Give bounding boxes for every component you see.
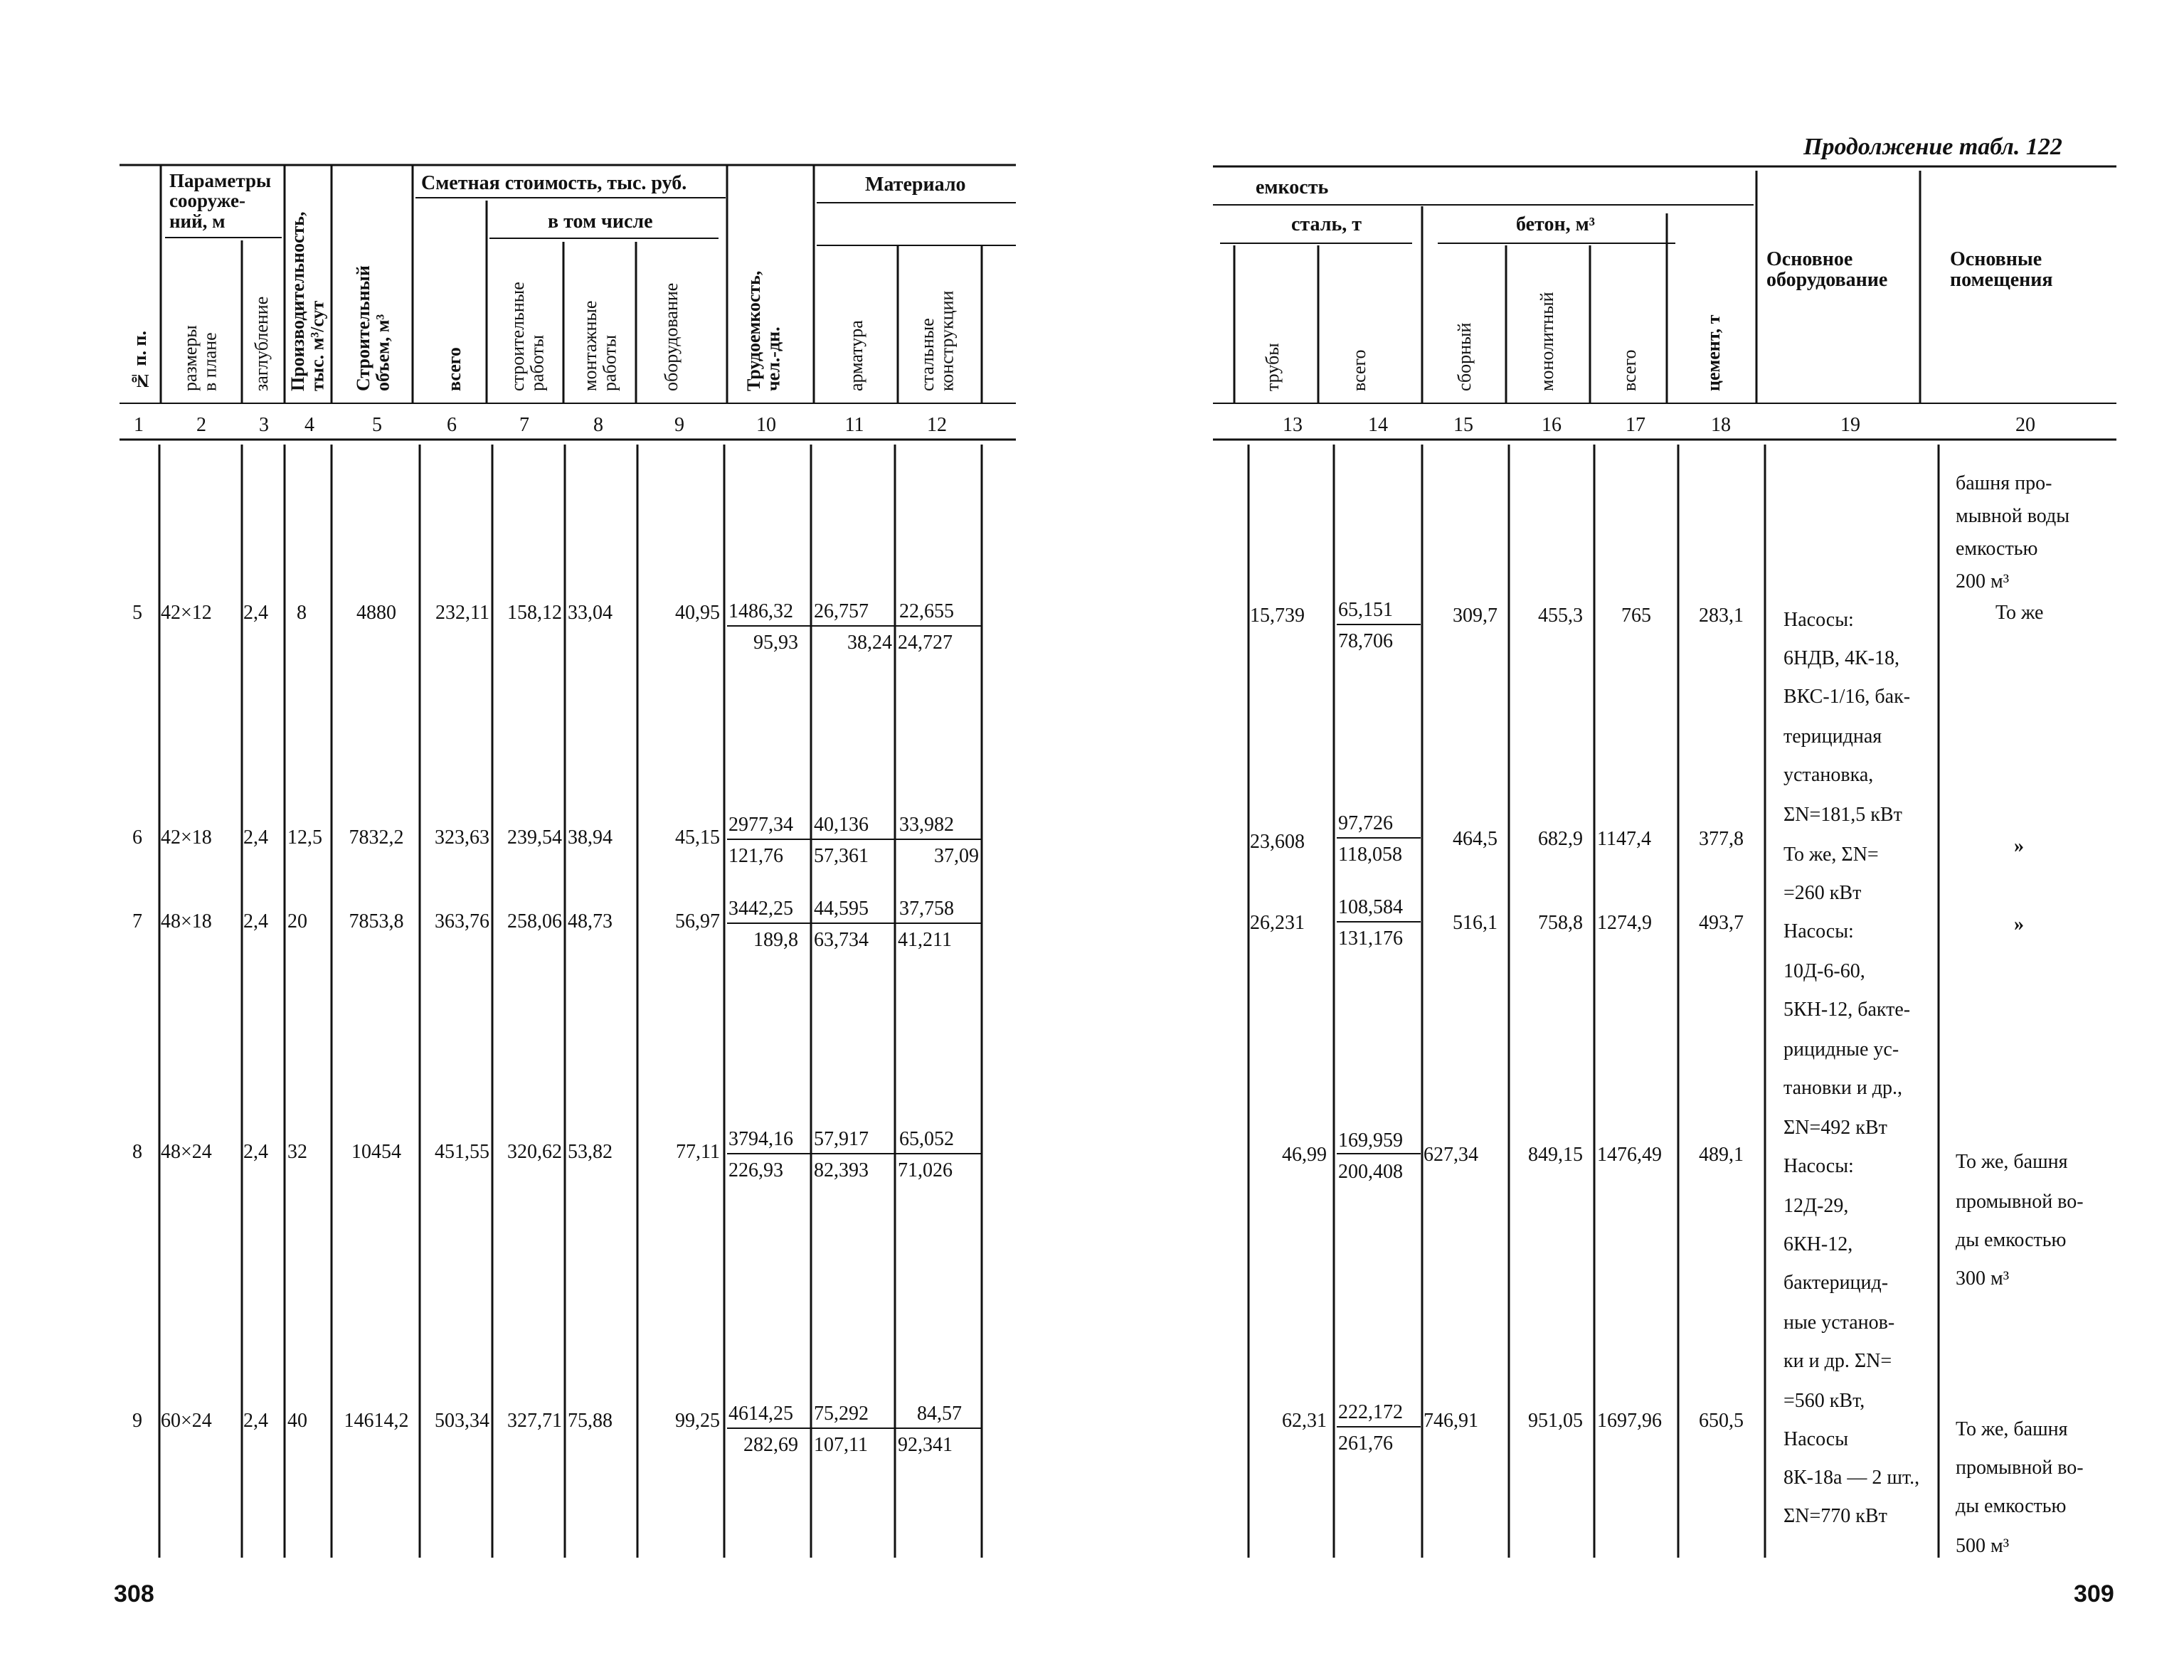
equipment-line: Насосы <box>1783 1428 1849 1450</box>
row-equipment: 45,15 <box>675 826 720 849</box>
header-main-equipment: Основное оборудование <box>1766 248 1888 292</box>
row-rebar-bottom: 57,361 <box>814 845 869 867</box>
row-equipment: 40,95 <box>675 602 720 624</box>
row-steel-bottom: 131,176 <box>1338 927 1403 950</box>
rooms-line: То же, башня <box>1956 1151 2068 1173</box>
equipment-line: тановки и др., <box>1783 1077 1903 1099</box>
header-steel-structures: стальные конструкции <box>917 290 958 391</box>
row-cement: 489,1 <box>1699 1144 1744 1166</box>
row-monolithic: 455,3 <box>1538 605 1583 627</box>
row-cement: 283,1 <box>1699 605 1744 627</box>
rooms-line: » <box>2014 835 2024 857</box>
row-construction: 239,54 <box>507 826 562 849</box>
row-capacity: 8 <box>297 602 307 624</box>
equipment-line: Насосы: <box>1783 1155 1854 1177</box>
row-steel-top: 65,052 <box>899 1128 954 1150</box>
header-cement: цемент, т <box>1703 314 1724 391</box>
row-capacity: 12,5 <box>287 826 322 849</box>
equipment-line: бактерицид- <box>1783 1272 1889 1294</box>
row-labor-bottom: 121,76 <box>728 845 783 867</box>
col-number: 8 <box>593 414 603 436</box>
col-number: 9 <box>674 414 684 436</box>
row-prefab: 746,91 <box>1424 1410 1478 1432</box>
row-steel-bottom: 92,341 <box>898 1434 953 1456</box>
row-equipment: 56,97 <box>675 910 720 932</box>
header-total: всего <box>444 347 465 391</box>
row-monolithic: 758,8 <box>1538 912 1583 934</box>
row-mounting: 75,88 <box>568 1410 613 1432</box>
equipment-line: =560 кВт, <box>1783 1390 1865 1412</box>
header-steel-total: всего <box>1349 349 1369 391</box>
header-plan-size: размеры в плане <box>180 325 221 391</box>
row-labor-top: 4614,25 <box>728 1403 793 1425</box>
equipment-line: 6НДВ, 4К-18, <box>1783 647 1899 669</box>
row-pipes: 23,608 <box>1250 831 1305 853</box>
col-number: 4 <box>304 414 314 436</box>
rooms-line: промывной во- <box>1956 1457 2084 1479</box>
header-labor: Трудоемкость, чел.-дн. <box>743 270 784 391</box>
row-rebar-top: 75,292 <box>814 1403 869 1425</box>
row-plan: 42×12 <box>161 602 212 624</box>
equipment-line: 5КН-12, бакте- <box>1783 999 1911 1021</box>
equipment-line: ΣN=770 кВт <box>1783 1505 1887 1527</box>
row-monolithic: 849,15 <box>1528 1144 1583 1166</box>
row-cement: 493,7 <box>1699 912 1744 934</box>
row-plan: 48×24 <box>161 1141 212 1163</box>
col-number: 10 <box>756 414 776 436</box>
row-steel-top: 108,584 <box>1338 896 1403 918</box>
row-steel-bottom: 261,76 <box>1338 1432 1393 1455</box>
header-steel-group: сталь, т <box>1291 213 1362 235</box>
row-plan: 42×18 <box>161 826 212 849</box>
col-number: 3 <box>259 414 269 436</box>
equipment-line: рицидные ус- <box>1783 1038 1899 1060</box>
equipment-line: ΣN=492 кВт <box>1783 1117 1887 1139</box>
header-equipment: оборудование <box>661 282 682 391</box>
header-construction: строительные работы <box>507 282 548 391</box>
row-depth: 2,4 <box>243 602 268 624</box>
rooms-line: То же, башня <box>1956 1418 2068 1440</box>
row-monolithic: 682,9 <box>1538 828 1583 850</box>
row-total: 232,11 <box>435 602 489 624</box>
row-steel-top: 22,655 <box>899 600 954 622</box>
header-capacity: Производительность, тыс. м³/сут <box>287 211 328 391</box>
row-pipes: 15,739 <box>1250 605 1305 627</box>
row-depth: 2,4 <box>243 910 268 932</box>
row-pipes: 62,31 <box>1282 1410 1327 1432</box>
rooms-line: 500 м³ <box>1956 1535 2010 1557</box>
row-equipment: 77,11 <box>676 1141 720 1163</box>
col-number: 2 <box>196 414 206 436</box>
equipment-line: Насосы: <box>1783 920 1854 942</box>
row-labor-top: 1486,32 <box>728 600 793 622</box>
row-cement: 650,5 <box>1699 1410 1744 1432</box>
row-num: 6 <box>132 826 142 849</box>
row-depth: 2,4 <box>243 1410 268 1432</box>
header-prefab: сборный <box>1454 322 1475 391</box>
row-plan: 60×24 <box>161 1410 212 1432</box>
row-concrete-total: 1476,49 <box>1597 1144 1662 1166</box>
row-capacity: 40 <box>287 1410 307 1432</box>
row-concrete-total: 1274,9 <box>1597 912 1652 934</box>
row-prefab: 516,1 <box>1453 912 1497 934</box>
row-total: 323,63 <box>435 826 489 849</box>
right-page <box>1092 0 2184 1680</box>
row-rebar-top: 57,917 <box>814 1128 869 1150</box>
continuation-title: Продолжение табл. 122 <box>1803 134 2062 160</box>
header-rebar: арматура <box>846 320 866 391</box>
header-mounting: монтажные работы <box>580 300 620 391</box>
header-depth: заглубление <box>251 296 272 391</box>
header-cost-group: Сметная стоимость, тыс. руб. <box>421 172 687 194</box>
header-including: в том числе <box>548 211 653 233</box>
row-steel-bottom: 118,058 <box>1338 844 1402 866</box>
col-number: 15 <box>1453 414 1473 436</box>
row-volume: 7832,2 <box>349 826 404 849</box>
rooms-line: емкостью <box>1956 538 2038 560</box>
row-construction: 320,62 <box>507 1141 562 1163</box>
col-number: 6 <box>447 414 457 436</box>
equipment-line: ки и др. ΣN= <box>1783 1350 1892 1372</box>
equipment-line: терицидная <box>1783 725 1882 748</box>
row-rebar-bottom: 38,24 <box>847 632 892 654</box>
row-labor-top: 3442,25 <box>728 898 793 920</box>
row-steel-bottom: 78,706 <box>1338 630 1393 652</box>
row-pipes: 46,99 <box>1282 1144 1327 1166</box>
equipment-line: 10Д-6-60, <box>1783 960 1865 982</box>
row-mounting: 33,04 <box>568 602 613 624</box>
row-steel-top: 33,982 <box>899 814 954 836</box>
row-equipment: 99,25 <box>675 1410 720 1432</box>
row-rebar-bottom: 107,11 <box>814 1434 868 1456</box>
row-cement: 377,8 <box>1699 828 1744 850</box>
row-steel-top: 97,726 <box>1338 812 1393 834</box>
row-steel-top: 65,151 <box>1338 599 1393 621</box>
rooms-line: башня про- <box>1956 472 2052 494</box>
row-volume: 10454 <box>351 1141 401 1163</box>
header-main-rooms: Основные помещения <box>1950 248 2053 292</box>
equipment-line: ВКС-1/16, бак- <box>1783 686 1911 708</box>
row-concrete-total: 1697,96 <box>1597 1410 1662 1432</box>
row-concrete-total: 1147,4 <box>1597 828 1651 850</box>
row-mounting: 48,73 <box>568 910 613 932</box>
row-num: 8 <box>132 1141 142 1163</box>
row-labor-top: 2977,34 <box>728 814 793 836</box>
rooms-line: ды емкостью <box>1956 1495 2067 1517</box>
row-steel-top: 169,959 <box>1338 1129 1403 1152</box>
row-steel-top: 84,57 <box>917 1403 962 1425</box>
row-steel-bottom: 71,026 <box>898 1159 953 1181</box>
header-monolithic: монолитный <box>1537 292 1557 391</box>
row-rebar-bottom: 82,393 <box>814 1159 869 1181</box>
row-capacity: 32 <box>287 1141 307 1163</box>
page-number: 309 <box>2074 1580 2114 1607</box>
row-num: 7 <box>132 910 142 932</box>
equipment-line: установка, <box>1783 764 1874 786</box>
row-rebar-bottom: 63,734 <box>814 929 869 951</box>
row-capacity: 20 <box>287 910 307 932</box>
rooms-line: » <box>2014 913 2024 935</box>
row-steel-top: 37,758 <box>899 898 954 920</box>
col-number: 7 <box>519 414 529 436</box>
row-construction: 258,06 <box>507 910 562 932</box>
row-labor-top: 3794,16 <box>728 1128 793 1150</box>
rooms-line: промывной во- <box>1956 1191 2084 1213</box>
header-pipes: трубы <box>1262 343 1283 391</box>
col-number: 13 <box>1283 414 1303 436</box>
row-steel-bottom: 24,727 <box>898 632 953 654</box>
rooms-line: 200 м³ <box>1956 570 2010 592</box>
row-labor-bottom: 95,93 <box>753 632 798 654</box>
rooms-line: 300 м³ <box>1956 1267 2010 1290</box>
row-pipes: 26,231 <box>1250 912 1305 934</box>
row-volume: 14614,2 <box>344 1410 409 1432</box>
row-total: 451,55 <box>435 1141 489 1163</box>
row-rebar-top: 40,136 <box>814 814 869 836</box>
row-depth: 2,4 <box>243 826 268 849</box>
row-labor-bottom: 282,69 <box>743 1434 798 1456</box>
row-monolithic: 951,05 <box>1528 1410 1583 1432</box>
equipment-line: 6КН-12, <box>1783 1233 1853 1255</box>
row-prefab: 464,5 <box>1453 828 1497 850</box>
header-capacity-group: емкость <box>1256 176 1329 198</box>
col-number: 20 <box>2015 414 2035 436</box>
equipment-line: ΣN=181,5 кВт <box>1783 804 1902 826</box>
row-num: 5 <box>132 602 142 624</box>
row-labor-bottom: 189,8 <box>753 929 798 951</box>
row-labor-bottom: 226,93 <box>728 1159 783 1181</box>
row-total: 363,76 <box>435 910 489 932</box>
col-number: 16 <box>1542 414 1562 436</box>
col-number: 1 <box>134 414 144 436</box>
col-number: 19 <box>1840 414 1860 436</box>
row-total: 503,34 <box>435 1410 489 1432</box>
equipment-line: =260 кВт <box>1783 882 1862 904</box>
page-number: 308 <box>114 1580 154 1607</box>
row-steel-bottom: 37,09 <box>934 845 979 867</box>
equipment-line: ные установ- <box>1783 1312 1895 1334</box>
row-prefab: 309,7 <box>1453 605 1497 627</box>
row-construction: 327,71 <box>507 1410 562 1432</box>
row-mounting: 53,82 <box>568 1141 613 1163</box>
col-number: 14 <box>1368 414 1388 436</box>
col-number: 5 <box>372 414 382 436</box>
equipment-line: Насосы: <box>1783 609 1854 631</box>
row-volume: 7853,8 <box>349 910 404 932</box>
row-volume: 4880 <box>356 602 396 624</box>
row-mounting: 38,94 <box>568 826 613 849</box>
rooms-line: То же <box>1995 602 2044 624</box>
header-num: № п. п. <box>129 331 150 391</box>
rooms-line: ды емкостью <box>1956 1229 2067 1251</box>
row-prefab: 627,34 <box>1424 1144 1478 1166</box>
row-num: 9 <box>132 1410 142 1432</box>
header-params-group: Параметры сооруже- ний, м <box>169 170 272 232</box>
col-number: 18 <box>1711 414 1731 436</box>
row-steel-top: 222,172 <box>1338 1401 1403 1423</box>
col-number: 17 <box>1626 414 1645 436</box>
rooms-line: мывной воды <box>1956 505 2070 527</box>
row-plan: 48×18 <box>161 910 212 932</box>
equipment-line: То же, ΣN= <box>1783 844 1879 866</box>
row-steel-bottom: 200,408 <box>1338 1161 1403 1183</box>
row-steel-bottom: 41,211 <box>898 929 952 951</box>
col-number: 12 <box>927 414 947 436</box>
col-number: 11 <box>844 414 864 436</box>
row-construction: 158,12 <box>507 602 562 624</box>
header-concrete-group: бетон, м³ <box>1516 213 1596 235</box>
row-rebar-top: 26,757 <box>814 600 869 622</box>
header-concrete-total: всего <box>1619 349 1640 391</box>
row-rebar-top: 44,595 <box>814 898 869 920</box>
equipment-line: 12Д-29, <box>1783 1195 1849 1217</box>
row-concrete-total: 765 <box>1621 605 1651 627</box>
header-volume: Строительный объем, м³ <box>353 265 393 391</box>
equipment-line: 8К-18а — 2 шт., <box>1783 1467 1920 1489</box>
row-depth: 2,4 <box>243 1141 268 1163</box>
header-materials-group: Материало <box>865 174 966 196</box>
